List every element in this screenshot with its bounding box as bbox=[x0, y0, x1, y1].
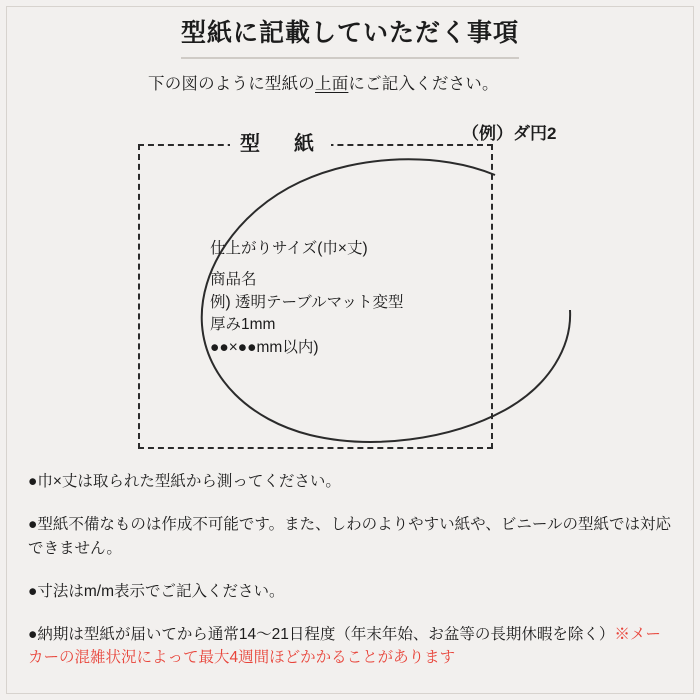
note-item: ●寸法はm/m表示でご記入ください。 bbox=[28, 582, 285, 600]
page-title: 型紙に記載していただく事項 bbox=[181, 18, 519, 59]
pattern-diagram bbox=[110, 110, 590, 460]
note-delivery-warning: ※メーカーの混雑状況によって最大4週間ほどかかることがあります bbox=[28, 626, 661, 667]
note-item: ●型紙不備なものは作成不可能です。また、しわのよりやすい紙や、ビニールの型紙では対応できません。 bbox=[28, 516, 672, 557]
paper-label: 型 紙 bbox=[230, 127, 331, 156]
spec-line-product: 商品名 bbox=[210, 271, 257, 289]
spec-line-dimension: ●●×●●mm以内) bbox=[210, 338, 319, 356]
spec-line-size: 仕上がりサイズ(巾×丈) bbox=[210, 240, 368, 257]
lead-text-after: にご記入ください。 bbox=[348, 75, 499, 93]
lead-instruction bbox=[148, 70, 499, 94]
note-item-delivery bbox=[28, 623, 674, 670]
spec-text-block bbox=[210, 238, 403, 359]
spec-line-example: 例) 透明テーブルマット変型 bbox=[210, 293, 404, 311]
note-delivery-text: ●納期は型紙が届いてから通常14〜21日程度（年末年始、お盆等の長期休暇を除く） bbox=[28, 626, 615, 643]
page-title-container bbox=[0, 18, 700, 59]
spec-line-thickness: 厚み1mm bbox=[210, 316, 276, 334]
notes-list bbox=[28, 470, 674, 670]
lead-text-before: 下の図のように型紙の bbox=[148, 75, 315, 93]
example-label: （例）ダ円2 bbox=[462, 124, 557, 143]
note-item: ●巾×丈は取られた型紙から測ってください。 bbox=[28, 473, 341, 490]
lead-text-underlined: 上面 bbox=[315, 75, 349, 93]
